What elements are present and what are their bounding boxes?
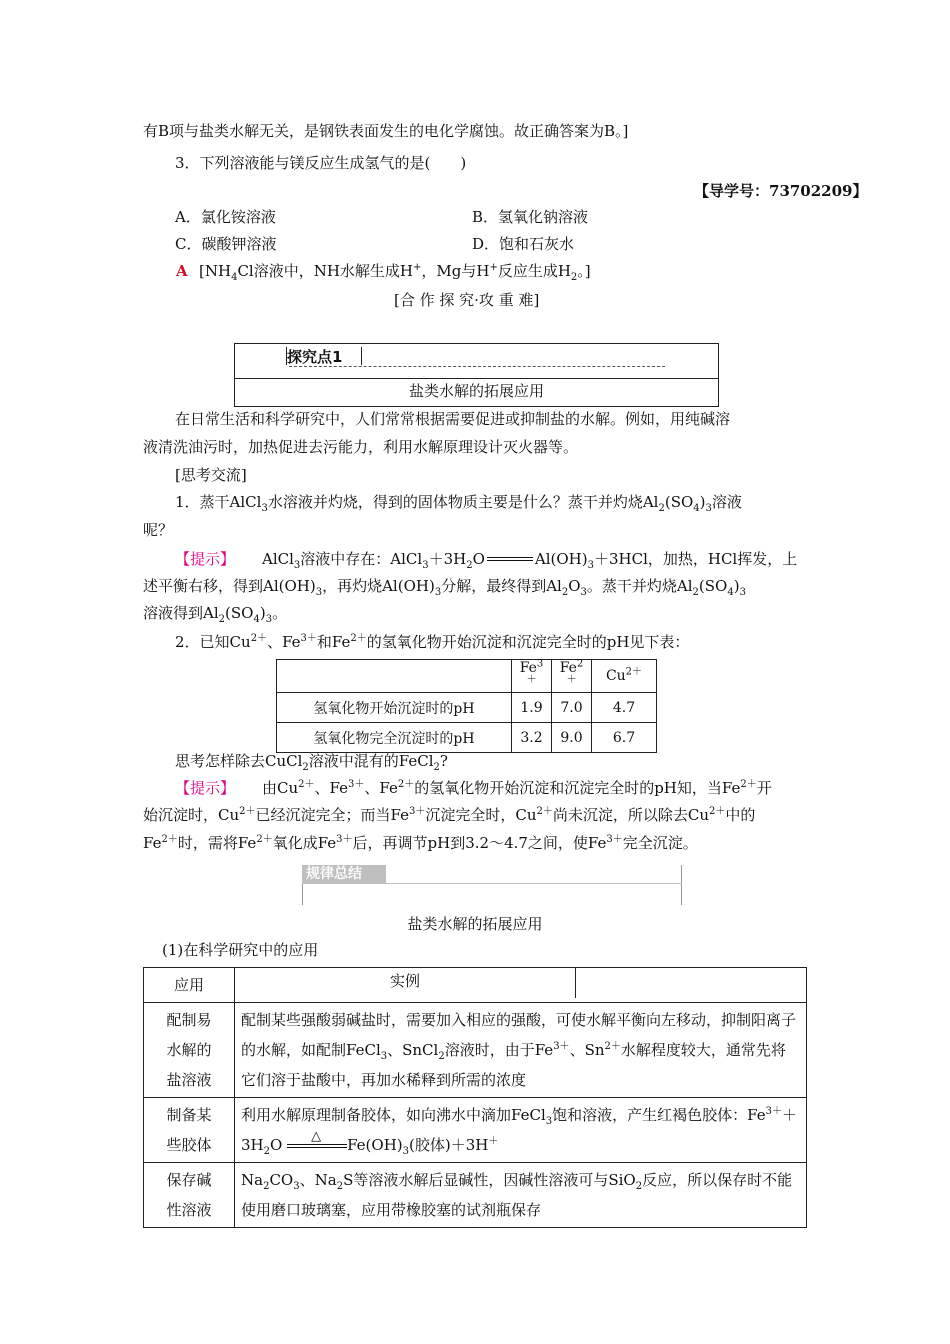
- question-3-stem: 3．下列溶液能与镁反应生成氢气的是( ): [175, 154, 467, 172]
- hint-1-line-2: 述平衡右移，得到$Al(OH)_3$，再灼烧$Al(OH)_3$分解，最终得到$Al_2O_3$。蒸干并灼烧$Al_2(SO_4)_3$: [143, 577, 746, 598]
- option-b: B．氢氧化钠溶液: [472, 208, 589, 226]
- table-header-fe3: $Fe^{3+}$: [512, 660, 552, 693]
- option-d: D．饱和石灰水: [472, 235, 575, 253]
- hint-1-line-3: 溶液得到$Al_2(SO_4)_3$。: [143, 604, 288, 625]
- probe-box: [234, 343, 719, 407]
- hint-1-label: 【提示】: [175, 550, 236, 568]
- question-1-line-2: 呢？: [143, 521, 174, 539]
- table-cell: 配制易 水解的 盐溶液: [144, 1003, 235, 1098]
- table-cell: 保存碱 性溶液: [144, 1163, 235, 1228]
- table-header-application: 应用: [144, 968, 235, 1003]
- hint-2-line-2: 始沉淀时，$Cu^{2+}$已经沉淀完全；而当$Fe^{3+}$沉淀完全时，$Cu^{2+}$尚未沉淀，所以除去$Cu^{2+}$中的: [143, 806, 756, 824]
- hint-2-line-3: $Fe^{2+}$时，需将$Fe^{2+}$氧化成$Fe^{3+}$后，再调节pH到3.2～4.7之间，使$Fe^{3+}$完全沉淀。: [143, 834, 698, 852]
- table-cell: $Na_2CO_3$、$Na_2S$等溶液水解后显碱性，因碱性溶液可与SiO$_2$反应，所以保存时不能使用磨口玻璃塞，应用带橡胶塞的试剂瓶保存: [235, 1163, 807, 1228]
- table-row: [277, 723, 657, 753]
- application-table: [143, 967, 807, 1228]
- table-cell: 氢氧化物完全沉淀时的pH: [277, 723, 512, 753]
- think-heading: [思考交流]: [175, 466, 247, 484]
- question-2-follow: 思考怎样除去CuCl$_2$溶液中混有的FeCl$_2$?: [175, 752, 448, 773]
- answer-letter: A: [176, 262, 188, 280]
- table-header-example: 实例: [235, 968, 576, 998]
- table-cell: 6.7: [592, 723, 657, 753]
- table-header-fe2: $Fe^{2+}$: [552, 660, 592, 693]
- rule-title: 盐类水解的拓展应用: [407, 915, 543, 933]
- table-row: [144, 968, 807, 1003]
- table-cell: 3.2: [512, 723, 552, 753]
- table-cell: 9.0: [552, 723, 592, 753]
- table-cell: 1.9: [512, 693, 552, 723]
- question-2: 2．已知$Cu^{2+}$、$Fe^{3+}$和$Fe^{2+}$的氢氧化物开始沉淀和沉淀完全时的pH见下表：: [175, 633, 690, 651]
- table-cell: 配制某些强酸弱碱盐时，需要加入相应的强酸，可使水解平衡向左移动，抑制阳离子的水解，如配制FeCl$_3$、SnCl$_2$溶液时，由于$Fe^{3+}$、$Sn^{2+}$水解程度较大，通常先将它们溶于盐酸中，再加水稀释到所需的浓度: [235, 1003, 807, 1098]
- guide-number: 【导学号：73702209】: [694, 182, 868, 200]
- ph-table: [276, 659, 657, 753]
- hint-2-label: 【提示】: [175, 779, 236, 797]
- table-row: [277, 693, 657, 723]
- rule-summary-banner: [302, 865, 682, 905]
- table-header-cu2: $Cu^{2+}$: [592, 660, 657, 693]
- answer-explanation: [$NH_4Cl$溶液中，NH水解生成H+，Mg与H+反应生成$H_2$。]: [199, 262, 591, 283]
- table-row: [144, 1003, 807, 1098]
- question-1-line-1: 1．蒸干AlCl$_3$水溶液并灼烧，得到的固体物质主要是什么？蒸干并灼烧$Al_2(SO_4)_3$溶液: [175, 493, 742, 514]
- table-cell: 4.7: [592, 693, 657, 723]
- table-row: [144, 1098, 807, 1163]
- paragraph-1-line-1: 在日常生活和科学研究中，人们常常根据需要促进或抑制盐的水解。例如，用纯碱溶: [175, 410, 731, 428]
- hint-1-line-1: AlCl$_3$溶液中存在：$AlCl_3+3H_2O$ $Al(OH)_3+3HCl$，加热，HCl挥发，上: [262, 550, 798, 571]
- table-header-example-cell: [235, 968, 807, 1003]
- table-cell: 7.0: [552, 693, 592, 723]
- option-c: C．碳酸钾溶液: [175, 235, 277, 253]
- probe-tag: 探究点1: [287, 348, 343, 366]
- option-a: A．氯化铵溶液: [175, 208, 276, 226]
- probe-title: 盐类水解的拓展应用: [408, 382, 544, 400]
- table-row: [144, 1163, 807, 1228]
- table-cell: 利用水解原理制备胶体，如向沸水中滴加FeCl$_3$饱和溶液，产生红褐色胶体：$Fe^{3+}+3H_2O$ △ $Fe(OH)_3$(胶体)＋3H＋: [235, 1098, 807, 1163]
- intro-line: 有B项与盐类水解无关，是钢铁表面发生的电化学腐蚀。故正确答案为B。]: [143, 122, 629, 140]
- table-cell: 氢氧化物开始沉淀时的pH: [277, 693, 512, 723]
- subheading-1: (1)在科学研究中的应用: [162, 941, 319, 959]
- table-cell: 制备某 些胶体: [144, 1098, 235, 1163]
- section-heading: [合 作 探 究·攻 重 难]: [394, 291, 540, 309]
- table-header-blank: [277, 660, 512, 693]
- rule-summary-tag: 规律总结: [302, 865, 386, 884]
- hint-2-line-1: 由$Cu^{2+}$、$Fe^{3+}$、$Fe^{2+}$的氢氧化物开始沉淀和沉淀完全时的pH知，当$Fe^{2+}$开: [262, 779, 772, 797]
- table-row: [277, 660, 657, 693]
- paragraph-1-line-2: 液清洗油污时，加热促进去污能力，利用水解原理设计灭火器等。: [143, 438, 579, 456]
